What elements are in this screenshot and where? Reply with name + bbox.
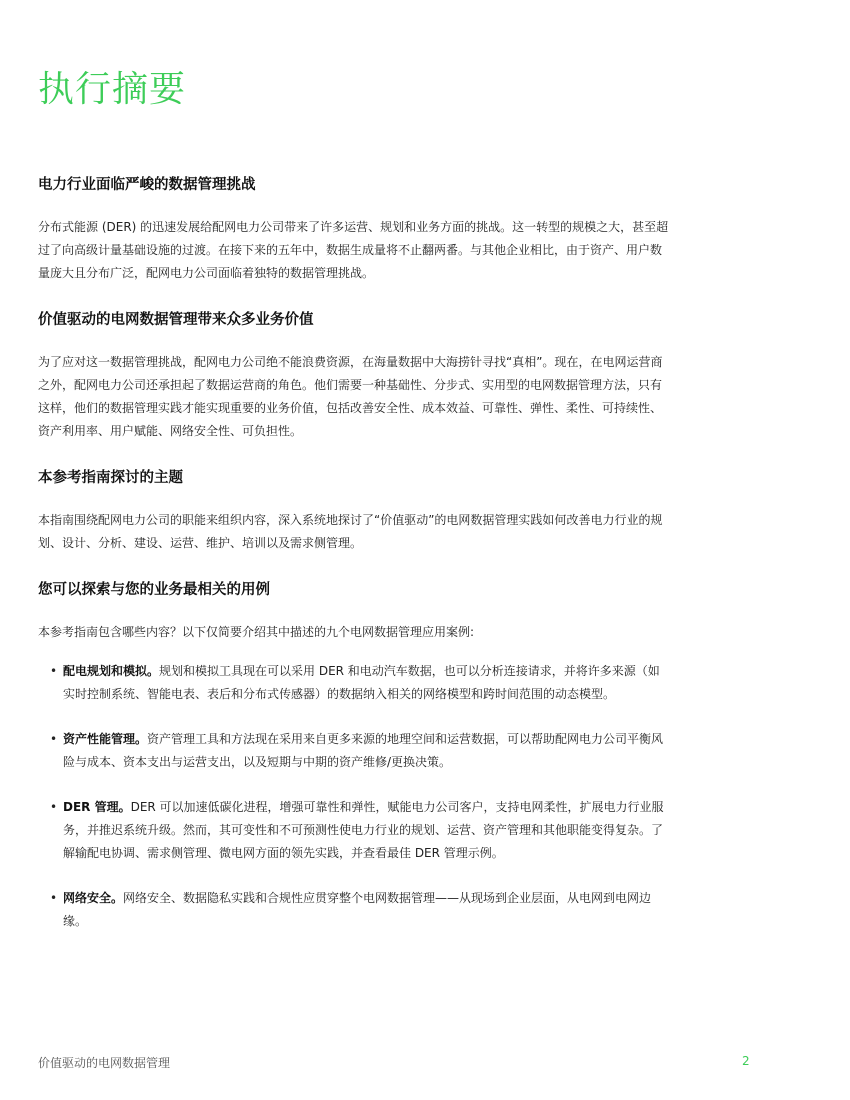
list-item: [38, 887, 670, 933]
document-body: [38, 172, 670, 955]
page-title: 执行摘要: [38, 69, 187, 110]
page-number: 2: [742, 1054, 750, 1068]
section-heading: 电力行业面临严峻的数据管理挑战: [38, 177, 256, 193]
section-paragraph: 本指南围绕配网电力公司的职能来组织内容，深入系统地探讨了“价值驱动”的电网数据管理实践如何改善电力行业的规划、设计、分析、建设、运营、维护、培训以及需求侧管理。: [38, 513, 663, 550]
bullet-icon: •: [50, 732, 58, 746]
list-item-label: 资产性能管理。: [63, 732, 148, 746]
bullet-icon: •: [50, 664, 58, 678]
list-item-text: DER 可以加速低碳化进程，增强可靠性和弹性，赋能电力公司客户，支持电网柔性，扩展电力行业服务，并推迟系统升级。然而，其可变性和不可预测性使电力行业的规划、运营、资产管理和其他职能变得复杂。了解输配电协调、需求侧管理、微电网方面的领先实践，并查看最佳 DER 管理示例。: [63, 800, 664, 860]
section-paragraph: 分布式能源 (DER) 的迅速发展给配网电力公司带来了许多运营、规划和业务方面的挑战。这一转型的规模之大，甚至超过了向高级计量基础设施的过渡。在接下来的五年中，数据生成量将不止翻两番。与其他企业相比，由于资产、用户数量庞大且分布广泛，配网电力公司面临着独特的数据管理挑战。: [38, 220, 669, 280]
list-item: [38, 796, 670, 865]
bullet-icon: •: [50, 800, 58, 814]
list-item-text: 规划和模拟工具现在可以采用 DER 和电动汽车数据，也可以分析连接请求，并将许多来源（如实时控制系统、智能电表、表后和分布式传感器）的数据纳入相关的网络模型和跨时间范围的动态模型。: [63, 664, 660, 701]
use-case-list: [38, 660, 670, 933]
section-paragraph: 本参考指南包含哪些内容？以下仅简要介绍其中描述的九个电网数据管理应用案例:: [38, 625, 475, 639]
section-topics: [38, 465, 670, 555]
bullet-icon: •: [50, 891, 58, 905]
section-business-value: [38, 307, 670, 443]
section-heading: 价值驱动的电网数据管理带来众多业务价值: [38, 312, 314, 328]
list-item: [38, 728, 670, 774]
section-use-cases: [38, 577, 670, 933]
footer-doc-title: 价值驱动的电网数据管理: [38, 1056, 171, 1070]
list-item: [38, 660, 670, 706]
section-data-challenge: [38, 172, 670, 285]
section-heading: 本参考指南探讨的主题: [38, 470, 183, 486]
list-item-text: 网络安全、数据隐私实践和合规性应贯穿整个电网数据管理——从现场到企业层面，从电网到电网边缘。: [63, 891, 652, 928]
list-item-label: 网络安全。: [63, 891, 124, 905]
list-item-label: 配电规划和模拟。: [63, 664, 160, 678]
section-heading: 您可以探索与您的业务最相关的用例: [38, 582, 270, 598]
list-item-text: 资产管理工具和方法现在采用来自更多来源的地理空间和运营数据，可以帮助配网电力公司平衡风险与成本、资本支出与运营支出，以及短期与中期的资产维修/更换决策。: [63, 732, 664, 769]
list-item-label: DER 管理。: [63, 800, 131, 814]
section-paragraph: 为了应对这一数据管理挑战，配网电力公司绝不能浪费资源，在海量数据中大海捞针寻找“真相”。现在，在电网运营商之外，配网电力公司还承担起了数据运营商的角色。他们需要一种基础性、分步式、实用型的电网数据管理方法，只有这样，他们的数据管理实践才能实现重要的业务价值，包括改善安全性、成本效益、可靠性、弹性、柔性、可持续性、资产利用率、用户赋能、网络安全性、可负担性。: [38, 355, 663, 438]
